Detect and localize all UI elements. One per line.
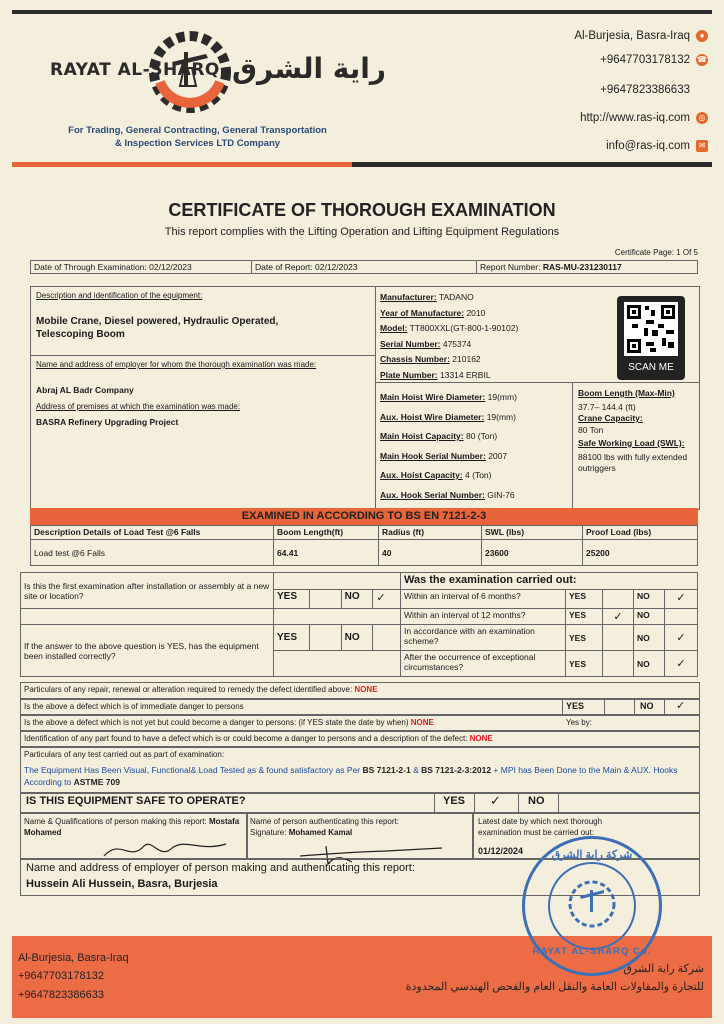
crane-capacity: 80 Ton (578, 425, 604, 435)
contact-text: +9647823386633 (600, 84, 690, 97)
maker-label: Name & Qualifications of person making this report: (24, 817, 207, 826)
load-test-header: Boom Length(ft) (274, 526, 379, 540)
spec-label: Manufacturer: (380, 292, 437, 302)
premises-label: Address of premises at which the examination was made: (36, 402, 241, 411)
logo-english: RAYAT AL-SHARQ (50, 60, 220, 80)
boom-length-label: Boom Length (Max-Min) (578, 388, 675, 398)
q2-spacer (274, 651, 401, 677)
specs-list (380, 290, 518, 383)
footer-arabic-desc: للتجارة والمقاولات العامة والنقل العام والفحص الهندسي المحدودة (405, 981, 704, 993)
swl-value: 88100 lbs with fully extended outriggers (578, 452, 688, 473)
identification-label: Identification of any part found to have a defect which is or could become a danger to persons and a description of the defect: (24, 734, 468, 743)
hoist-row (380, 427, 517, 447)
load-test-cell: 40 (379, 540, 482, 566)
carried-row-label: After the occurrence of exceptional circumstances? (401, 651, 566, 677)
spec-value: 2010 (466, 307, 486, 318)
divider (634, 698, 635, 714)
load-test-cell: 23600 (482, 540, 583, 566)
hoist-value: 19(mm) (487, 392, 517, 402)
auth-name: Mohamed Kamal (288, 828, 353, 837)
carried-yes[interactable]: YES (566, 625, 603, 651)
spec-label: Model: (380, 323, 408, 333)
qr-label: SCAN ME (628, 362, 674, 373)
particulars-text (24, 685, 378, 694)
contact-phone-2 (600, 84, 708, 96)
report-number: RAS-MU-231230117 (542, 262, 622, 272)
tests-label: Particulars of any test carried out as part of examination: (24, 750, 225, 759)
q1-yes[interactable]: YES (274, 590, 310, 609)
q1-spacer (21, 609, 274, 625)
carried-no[interactable]: NO (634, 625, 665, 651)
next-exam-label: Latest date by which next thorough examination must be carried out: (478, 817, 603, 837)
immediate-yes[interactable]: YES (566, 701, 585, 711)
divider (664, 698, 665, 714)
crane-capacity-label: Crane Capacity: (578, 413, 643, 423)
location-icon: ● (696, 30, 708, 42)
spec-value: TT800XXL(GT-800-1-90102) (409, 323, 519, 333)
hoist-row (380, 388, 517, 408)
hoist-label: Aux. Hoist Wire Diameter: (380, 411, 485, 422)
future-value: NONE (410, 718, 434, 727)
q1-text: Is this the first examination after installation or assembly at a new site or location? (21, 573, 274, 609)
boom-length: 37.7– 144.4 (ft) (578, 402, 636, 412)
hoist-row (380, 447, 517, 467)
spec-row (380, 368, 518, 384)
safe-label: IS THIS EQUIPMENT SAFE TO OPERATE? (26, 795, 246, 807)
carried-yes-check[interactable] (603, 625, 634, 651)
next-exam-date: 01/12/2024 (478, 846, 524, 856)
phone-icon (696, 84, 708, 96)
carried-yes-check[interactable] (603, 651, 634, 677)
load-test-cell: 64.41 (274, 540, 379, 566)
particulars-label: Particulars of any repair, renewal or alteration required to remedy the defect identified above: (24, 685, 353, 694)
safe-yes[interactable]: YES (443, 795, 466, 807)
equipment-divider (30, 355, 375, 356)
identification-text (24, 734, 493, 743)
spec-value: 210162 (452, 354, 481, 364)
hoist-label: Main Hook Serial Number: (380, 450, 486, 461)
hoist-row (380, 466, 517, 486)
contact-email[interactable] (606, 140, 708, 152)
spec-label: Chassis Number: (380, 354, 450, 364)
hoist-value: 80 (Ton) (465, 431, 498, 441)
load-test-cell: 25200 (583, 540, 698, 566)
future-yes-by: Yes by: (566, 718, 592, 727)
q2-text: If the answer to the above question is YES, has the equipment been installed correctly? (21, 625, 274, 677)
footer-arabic-name: شركة راية الشرق (623, 963, 704, 975)
future-text (24, 718, 434, 727)
certificate-title: CERTIFICATE OF THOROUGH EXAMINATION (168, 200, 556, 220)
load-test-header: Description Details of Load Test @6 Falls (31, 526, 274, 540)
examination-table (20, 572, 698, 677)
qr-code[interactable] (617, 296, 685, 380)
spec-row (380, 290, 518, 306)
report-number-label: Report Number: (480, 262, 541, 272)
load-test-cell: Load test @6 Falls (31, 540, 274, 566)
certificate-subtitle: This report complies with the Lifting Operation and Lifting Equipment Regulations (164, 226, 560, 238)
dates-table (30, 260, 698, 274)
q1-no[interactable]: NO (341, 590, 373, 609)
divider (474, 792, 475, 812)
header-top-rule (12, 10, 712, 14)
hoist-label: Main Hoist Wire Diameter: (380, 392, 486, 402)
tagline-line-2: & Inspection Services LTD Company (114, 138, 281, 149)
spec-row (380, 337, 518, 353)
stamp-text-bottom: RAYAT AL-SHARQ Co. (532, 946, 652, 957)
hoist-label: Aux. Hoist Capacity: (380, 470, 463, 480)
globe-icon: ◎ (696, 112, 708, 124)
contact-address (574, 30, 708, 42)
spec-row (380, 352, 518, 368)
tagline-line-1: For Trading, General Contracting, General Transportation (68, 125, 327, 136)
hoist-row (380, 408, 517, 428)
footer-phone-1: +9647703178132 (18, 970, 104, 982)
employer-block-label: Name and address of employer of person making and authenticating this report: (26, 862, 415, 874)
contact-website[interactable] (580, 112, 708, 124)
spec-label: Serial Number: (380, 338, 441, 349)
spec-value: 475374 (442, 338, 472, 349)
hoist-list (380, 388, 517, 505)
stamp-logo-icon (566, 878, 618, 930)
carried-yes[interactable]: YES (566, 651, 603, 677)
divider (558, 792, 559, 812)
hoist-label: Aux. Hook Serial Number: (380, 489, 485, 500)
carried-no-check[interactable]: ✓ (665, 651, 698, 677)
hoist-value: GIN-76 (487, 489, 515, 500)
footer-phone-2: +9647823386633 (18, 989, 104, 1001)
q1-no-check[interactable]: ✓ (373, 590, 401, 609)
equipment-desc: Mobile Crane, Diesel powered, Hydraulic Operated, Telescoping Boom (36, 316, 279, 340)
carried-yes[interactable]: YES (566, 590, 603, 609)
spec-value: TADANO (438, 292, 474, 302)
tests-standard-2: BS 7121-2-3:2012 (421, 765, 492, 775)
load-test-header: Radius (ft) (379, 526, 482, 540)
boom-list (578, 388, 696, 474)
load-test-table (30, 525, 698, 566)
q2-yes[interactable]: YES (274, 625, 310, 651)
tests-standard-1: BS 7121-2-1 (362, 765, 411, 775)
carried-row-label: Within an interval of 6 months? (401, 590, 566, 609)
standard-banner: EXAMINED IN ACCORDING TO BS EN 7121-2-3 (30, 508, 698, 525)
safe-yes-check[interactable]: ✓ (490, 793, 501, 808)
exam-date-label: Date of Through Examination: (34, 262, 147, 272)
spec-label: Plate Number: (380, 369, 438, 380)
immediate-label: Is the above a defect which is of immediate danger to persons (24, 702, 244, 711)
auth-text (250, 816, 470, 838)
divider (518, 792, 519, 812)
contact-text: Al-Burjesia, Basra-Iraq (574, 30, 690, 43)
hoist-value: 4 (Ton) (465, 470, 492, 480)
load-test-header: Proof Load (lbs) (583, 526, 698, 540)
contact-text: +9647703178132 (600, 54, 690, 67)
particulars-value: NONE (354, 685, 378, 694)
q1-yes-box[interactable] (309, 590, 341, 609)
employer-block-value: Hussein Ali Hussein, Basra, Burjesia (26, 878, 218, 890)
tests-text-1: The Equipment Has Been Visual, Functional& Load Tested as & found satisfactory as Per (24, 765, 361, 775)
tests-standard-3: ASTME 709 (73, 777, 120, 787)
carried-no-check[interactable]: ✓ (665, 625, 698, 651)
carried-yes-check[interactable]: ✓ (603, 609, 634, 625)
exam-date: 02/12/2023 (149, 262, 192, 272)
contact-text[interactable]: http://www.ras-iq.com (580, 112, 690, 125)
tests-text (24, 764, 684, 788)
identification-value: NONE (469, 734, 493, 743)
company-tagline (20, 124, 375, 150)
immediate-no-check[interactable]: ✓ (676, 700, 686, 712)
mail-icon: ✉ (696, 140, 708, 152)
report-date-label: Date of Report: (255, 262, 313, 272)
carried-no[interactable]: NO (634, 590, 665, 609)
qr-code-icon (624, 302, 678, 356)
q2-no[interactable]: NO (341, 625, 373, 651)
header-rule-orange (12, 162, 352, 167)
carried-no-check[interactable] (665, 609, 698, 625)
exam-date-cell (31, 261, 252, 274)
divider (562, 698, 563, 714)
carried-yes[interactable]: YES (566, 609, 603, 625)
contact-phone-1 (600, 54, 708, 66)
carried-no[interactable]: NO (634, 651, 665, 677)
safe-no[interactable]: NO (528, 795, 545, 807)
q1-spacer (274, 609, 401, 625)
spec-row (380, 321, 518, 337)
carried-row-label: Within an interval of 12 months? (401, 609, 566, 625)
equipment-desc-label: Description and identification of the equipment: (36, 291, 203, 300)
q1-blank (274, 573, 401, 590)
spec-label: Year of Manufacture: (380, 307, 465, 318)
tests-amp: & (413, 765, 419, 775)
hoist-row (380, 486, 517, 506)
footer-address: Al-Burjesia, Basra-Iraq (18, 952, 129, 964)
auth-prefix: Signature: (250, 828, 287, 837)
swl-label: Safe Working Load (SWL): (578, 438, 685, 448)
certificate-page: Certificate Page: 1 Of 5 (614, 248, 698, 257)
spec-value: 13314 ERBIL (440, 369, 491, 380)
auth-label: Name of person authenticating this report: (250, 817, 399, 826)
q2-no-box[interactable] (373, 625, 401, 651)
q2-yes-box[interactable] (309, 625, 341, 651)
employer-label: Name and address of employer for whom the thorough examination was made: (36, 360, 317, 369)
report-date-cell (252, 261, 477, 274)
report-date: 02/12/2023 (315, 262, 358, 272)
future-label: Is the above a defect which is not yet but could become a danger to persons: (if YES state the date by when) (24, 718, 409, 727)
spec-row (380, 306, 518, 322)
employer-name: Abraj AL Badr Company (36, 385, 134, 395)
hoist-value: 2007 (488, 450, 508, 461)
divider (604, 698, 605, 714)
hoist-label: Main Hoist Capacity: (380, 431, 464, 441)
hoist-value: 19(mm) (486, 411, 516, 422)
phone-icon: ☎ (697, 55, 707, 64)
logo-arabic: راية الشرق (232, 52, 387, 85)
immediate-no[interactable]: NO (640, 701, 654, 711)
carried-no-check[interactable]: ✓ (665, 590, 698, 609)
stamp-text-top: شركة راية الشرق (551, 849, 633, 861)
carried-yes-check[interactable] (603, 590, 634, 609)
header-rule-dark (352, 162, 712, 167)
tests-text-2: + MPI has Been Done to the Main & AUX. Hooks According to (24, 765, 678, 787)
maker-name: Mostafa Mohamed (24, 817, 240, 837)
carried-row-label: In accordance with an examination scheme? (401, 625, 566, 651)
divider (434, 792, 435, 812)
carried-no[interactable]: NO (634, 609, 665, 625)
contact-text[interactable]: info@ras-iq.com (606, 140, 690, 153)
premises-name: BASRA Refinery Upgrading Project (36, 417, 179, 427)
report-number-cell (477, 261, 698, 274)
load-test-header: SWL (lbs) (482, 526, 583, 540)
carried-heading: Was the examination carried out: (401, 573, 698, 590)
